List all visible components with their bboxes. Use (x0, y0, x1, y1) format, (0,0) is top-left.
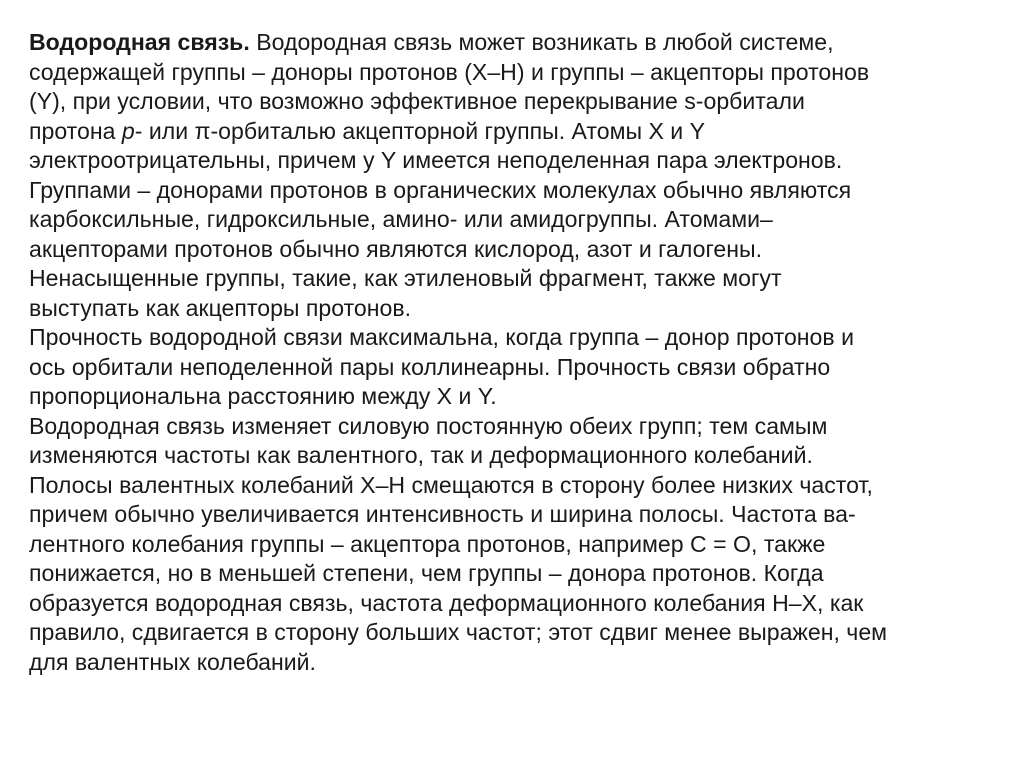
text-line: ось орбитали неподеленной пары коллинеарны. Прочность связи обратно (29, 353, 831, 380)
text-line: лентного колебания группы – акцептора протонов, например C = O, также (29, 530, 826, 557)
text-line: содержащей группы – доноры протонов (X–H) и группы – акцепторы протонов (29, 58, 870, 85)
text-fragment: Водородная связь может возникать в любой системе, (249, 29, 834, 55)
text-line: понижается, но в меньшей степени, чем группы – донора протонов. Когда (29, 560, 824, 586)
text-line: правило, сдвигается в сторону больших частот; этот сдвиг менее выражен, чем (29, 619, 888, 645)
text-line: для валентных колебаний. (29, 648, 316, 675)
text-line (29, 28, 999, 58)
text-line: Ненасыщенные группы, такие, как этиленовый фрагмент, также могут (29, 265, 782, 291)
text-line: Полосы валентных колебаний X–H смещаются в сторону более низких частот, (29, 471, 873, 498)
text-line: Группами – донорами протонов в органических молекулах обычно являются (29, 176, 852, 203)
text-line: Прочность водородной связи максимальна, когда группа – донор протонов и (29, 324, 854, 350)
text-line: Водородная связь изменяет силовую постоянную обеих групп; тем самым (29, 412, 828, 439)
text-fragment: протона (29, 117, 122, 144)
text-line: (Y), при условии, что возможно эффективное перекрывание s-орбитали (29, 88, 805, 114)
text-line: акцепторами протонов обычно являются кислород, азот и галогены. (29, 235, 763, 262)
text-line: карбоксильные, гидроксильные, амино- или амидогруппы. Атомами– (29, 206, 773, 232)
text-line (29, 117, 999, 147)
text-line: причем обычно увеличивается интенсивность и ширина полосы. Частота ва- (29, 501, 856, 527)
text-line: изменяются частоты как валентного, так и деформационного колебаний. (29, 442, 813, 468)
document-text (29, 28, 999, 677)
text-line: выступать как акцепторы протонов. (29, 294, 412, 321)
text-fragment: - или π-орбиталью акцепторной группы. Атомы X и Y (134, 117, 706, 144)
text-line: пропорциональна расстоянию между X и Y. (29, 383, 497, 409)
section-heading: Водородная связь. (29, 29, 250, 55)
text-line: электроотрицательны, причем у Y имеется неподеленная пара электронов. (29, 147, 843, 173)
text-line: образуется водородная связь, частота деформационного колебания H–X, как (29, 589, 864, 616)
italic-symbol: p (121, 117, 135, 144)
